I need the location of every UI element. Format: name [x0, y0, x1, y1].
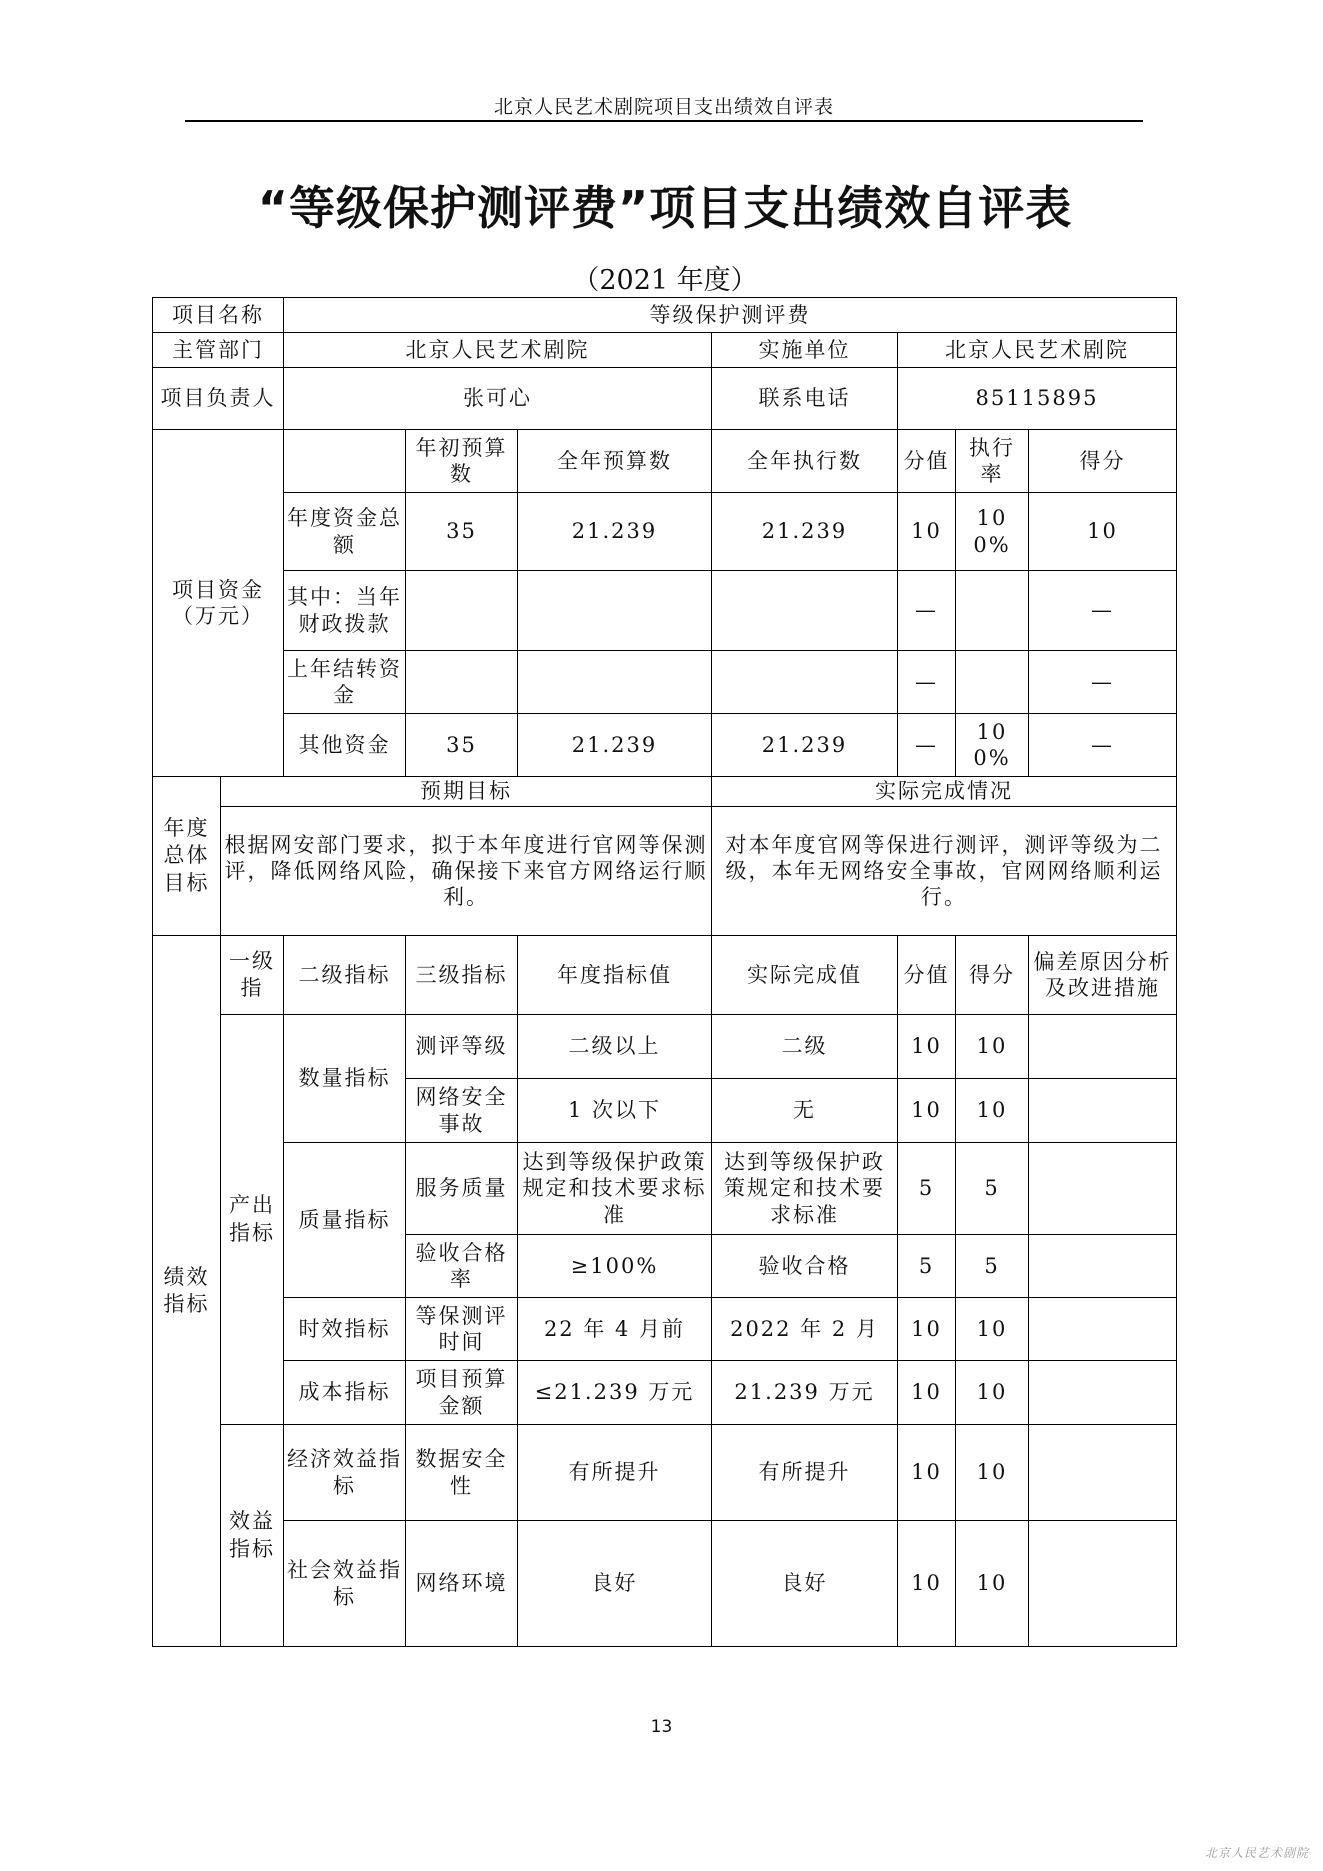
funds-header-score: 得分 — [1029, 430, 1177, 493]
funds-label: 项目资金（万元） — [153, 430, 284, 777]
funds-row-label: 其中：当年财政拨款 — [284, 571, 406, 651]
indicator-actual: 达到等级保护政策规定和技术要求标准 — [712, 1143, 898, 1235]
indicator-row — [153, 1425, 1177, 1521]
funds-annual — [518, 651, 712, 714]
benefit-indicators-label: 效益指标 — [221, 1425, 284, 1647]
quantity-indicator-label: 数量指标 — [284, 1015, 406, 1143]
funds-executed: 21.239 — [712, 714, 898, 777]
indicator-level3: 验收合格率 — [406, 1235, 518, 1298]
indicator-target: ≥100% — [518, 1235, 712, 1298]
indicator-reason — [1029, 1015, 1177, 1079]
funds-executed — [712, 571, 898, 651]
header-rule — [185, 120, 1143, 122]
project-name-label: 项目名称 — [153, 298, 284, 333]
indicator-row — [153, 1361, 1177, 1425]
goals-actual-header: 实际完成情况 — [712, 777, 1177, 807]
funds-rate: 100% — [956, 714, 1029, 777]
indicator-score: 10 — [956, 1079, 1029, 1143]
indicator-score: 10 — [956, 1521, 1029, 1647]
funds-row — [153, 571, 1177, 651]
funds-row-label: 年度资金总额 — [284, 493, 406, 571]
indicator-actual: 2022 年 2 月 — [712, 1298, 898, 1361]
funds-score: 10 — [1029, 493, 1177, 571]
funds-annual: 21.239 — [518, 714, 712, 777]
indicator-target: 良好 — [518, 1521, 712, 1647]
funds-header-initial: 年初预算数 — [406, 430, 518, 493]
indicator-reason — [1029, 1079, 1177, 1143]
funds-header-annual: 全年预算数 — [518, 430, 712, 493]
funds-weight: — — [898, 571, 956, 651]
leader-row — [153, 368, 1177, 430]
cost-indicator-label: 成本指标 — [284, 1361, 406, 1425]
leader-label: 项目负责人 — [153, 368, 284, 430]
indicator-row — [153, 1143, 1177, 1235]
project-name-value: 等级保护测评费 — [284, 298, 1177, 333]
timeliness-indicator-label: 时效指标 — [284, 1298, 406, 1361]
goals-header-row — [153, 777, 1177, 807]
goals-expected-text: 根据网安部门要求，拟于本年度进行官网等保测评，降低网络风险，确保接下来官方网络运行顺利。 — [221, 807, 712, 936]
indicator-score: 10 — [956, 1015, 1029, 1079]
funds-header-rate: 执行率 — [956, 430, 1029, 493]
goals-actual-text: 对本年度官网等保进行测评，测评等级为二级，本年无网络安全事故，官网网络顺利运行。 — [712, 807, 1177, 936]
funds-initial — [406, 651, 518, 714]
funds-rate: 100% — [956, 493, 1029, 571]
self-evaluation-table — [152, 297, 1177, 1647]
indicator-target: 二级以上 — [518, 1015, 712, 1079]
indicator-target: 达到等级保护政策规定和技术要求标准 — [518, 1143, 712, 1235]
indicator-actual: 良好 — [712, 1521, 898, 1647]
project-name-row — [153, 298, 1177, 333]
indicator-reason — [1029, 1521, 1177, 1647]
indicators-header-row — [153, 936, 1177, 1015]
indicator-weight: 10 — [898, 1521, 956, 1647]
indicator-target: 22 年 4 月前 — [518, 1298, 712, 1361]
department-value: 北京人民艺术剧院 — [284, 333, 712, 368]
indicator-reason — [1029, 1235, 1177, 1298]
indicator-reason — [1029, 1298, 1177, 1361]
header-weight: 分值 — [898, 936, 956, 1015]
indicator-level3: 数据安全性 — [406, 1425, 518, 1521]
output-indicators-label: 产出指标 — [221, 1015, 284, 1425]
goals-expected-header: 预期目标 — [221, 777, 712, 807]
funds-weight: 10 — [898, 493, 956, 571]
funds-initial: 35 — [406, 493, 518, 571]
indicator-reason — [1029, 1361, 1177, 1425]
indicator-score: 5 — [956, 1143, 1029, 1235]
funds-weight: — — [898, 651, 956, 714]
document-title: “等级保护测评费”项目支出绩效自评表 — [257, 181, 1073, 235]
header-level3: 三级指标 — [406, 936, 518, 1015]
page-number: 13 — [650, 1717, 673, 1737]
funds-initial: 35 — [406, 714, 518, 777]
funds-annual: 21.239 — [518, 493, 712, 571]
indicator-score: 5 — [956, 1235, 1029, 1298]
indicator-level3: 服务质量 — [406, 1143, 518, 1235]
funds-weight: — — [898, 714, 956, 777]
indicator-weight: 5 — [898, 1143, 956, 1235]
funds-score: — — [1029, 651, 1177, 714]
indicator-score: 10 — [956, 1425, 1029, 1521]
economic-indicator-label: 经济效益指标 — [284, 1425, 406, 1521]
implementer-value: 北京人民艺术剧院 — [898, 333, 1177, 368]
indicator-actual: 二级 — [712, 1015, 898, 1079]
indicator-level3: 等保测评时间 — [406, 1298, 518, 1361]
indicator-row — [153, 1521, 1177, 1647]
indicator-actual: 21.239 万元 — [712, 1361, 898, 1425]
leader-value: 张可心 — [284, 368, 712, 430]
header-actual: 实际完成值 — [712, 936, 898, 1015]
indicator-row — [153, 1298, 1177, 1361]
indicator-actual: 有所提升 — [712, 1425, 898, 1521]
department-label: 主管部门 — [153, 333, 284, 368]
funds-header-executed: 全年执行数 — [712, 430, 898, 493]
implementer-label: 实施单位 — [712, 333, 898, 368]
indicators-label: 绩效指标 — [153, 936, 221, 1647]
funds-annual — [518, 571, 712, 651]
indicator-reason — [1029, 1425, 1177, 1521]
header-score: 得分 — [956, 936, 1029, 1015]
goals-row — [153, 807, 1177, 936]
indicator-actual: 验收合格 — [712, 1235, 898, 1298]
social-indicator-label: 社会效益指标 — [284, 1521, 406, 1647]
funds-header-blank — [284, 430, 406, 493]
indicator-weight: 10 — [898, 1079, 956, 1143]
running-header: 北京人民艺术剧院项目支出绩效自评表 — [493, 96, 834, 118]
funds-row-label: 上年结转资金 — [284, 651, 406, 714]
indicator-level3: 网络安全事故 — [406, 1079, 518, 1143]
watermark: 北京人民艺术剧院 — [1205, 1846, 1310, 1860]
header-target: 年度指标值 — [518, 936, 712, 1015]
indicator-level3: 网络环境 — [406, 1521, 518, 1647]
phone-value: 85115895 — [898, 368, 1177, 430]
funds-header-weight: 分值 — [898, 430, 956, 493]
funds-rate — [956, 571, 1029, 651]
document-year: （2021 年度） — [572, 265, 758, 296]
indicator-target: 1 次以下 — [518, 1079, 712, 1143]
funds-rate — [956, 651, 1029, 714]
indicator-row — [153, 1015, 1177, 1079]
indicator-weight: 10 — [898, 1015, 956, 1079]
funds-score: — — [1029, 714, 1177, 777]
funds-score: — — [1029, 571, 1177, 651]
indicator-reason — [1029, 1143, 1177, 1235]
header-reason: 偏差原因分析及改进措施 — [1029, 936, 1177, 1015]
funds-executed — [712, 651, 898, 714]
indicator-weight: 5 — [898, 1235, 956, 1298]
indicator-target: ≤21.239 万元 — [518, 1361, 712, 1425]
indicator-target: 有所提升 — [518, 1425, 712, 1521]
indicator-level3: 项目预算金额 — [406, 1361, 518, 1425]
department-row — [153, 333, 1177, 368]
funds-initial — [406, 571, 518, 651]
header-level2: 二级指标 — [284, 936, 406, 1015]
indicator-weight: 10 — [898, 1361, 956, 1425]
indicator-weight: 10 — [898, 1425, 956, 1521]
funds-row — [153, 714, 1177, 777]
indicator-score: 10 — [956, 1298, 1029, 1361]
header-level1: 一级指 — [221, 936, 284, 1015]
funds-executed: 21.239 — [712, 493, 898, 571]
goals-label: 年度总体目标 — [153, 777, 221, 936]
funds-row-label: 其他资金 — [284, 714, 406, 777]
phone-label: 联系电话 — [712, 368, 898, 430]
funds-header-row — [153, 430, 1177, 493]
funds-row — [153, 493, 1177, 571]
indicator-actual: 无 — [712, 1079, 898, 1143]
indicator-weight: 10 — [898, 1298, 956, 1361]
funds-row — [153, 651, 1177, 714]
indicator-score: 10 — [956, 1361, 1029, 1425]
quality-indicator-label: 质量指标 — [284, 1143, 406, 1298]
indicator-level3: 测评等级 — [406, 1015, 518, 1079]
